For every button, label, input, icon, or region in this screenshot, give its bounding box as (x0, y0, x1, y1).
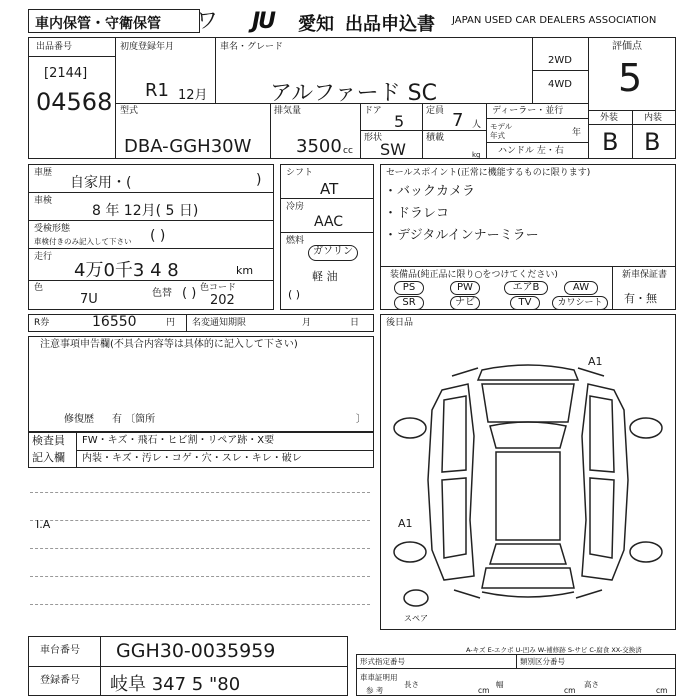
name-label: 車名・グレード (220, 42, 284, 52)
equip-ps[interactable]: PS (394, 281, 424, 295)
inspector-label: 検査員 (32, 434, 65, 447)
exterior-label: 外装 (600, 113, 619, 123)
interior-score: B (644, 128, 661, 156)
ju-logo (252, 9, 296, 33)
new-guarantee-label: 新車保証書 (622, 270, 668, 280)
sales-point-1: ・バックカメラ (384, 184, 476, 199)
plate-value: 岐阜 347 5 "80 (110, 674, 241, 695)
dealer-label: ディーラー・並行 (492, 106, 564, 116)
length-label: 長さ (404, 680, 419, 689)
history-close: ) (256, 172, 262, 188)
org-english: JAPAN USED CAR DEALERS ASSOCIATION (452, 15, 657, 26)
mileage-unit: km (236, 264, 254, 277)
recycle-sub: 車検付きのみ記入して下さい (34, 237, 132, 246)
name-change-day: 日 (350, 318, 360, 328)
equip-aw[interactable]: AW (564, 281, 598, 295)
reg-month: 12月 (178, 88, 208, 103)
model-label: 型式 (120, 106, 139, 116)
vin-label: 車台番号 (40, 645, 80, 656)
vin-value: GGH30-0035959 (116, 640, 276, 662)
score-label: 評価点 (612, 41, 642, 52)
plate-label: 登録番号 (40, 675, 80, 686)
shaken-label: 車検 (34, 196, 53, 206)
fuel-other-paren: ( ) (288, 288, 301, 301)
sales-label: セールスポイント(正常に機能するものに限ります) (386, 168, 591, 178)
exterior-score: B (602, 128, 619, 156)
fuel-gasoline[interactable]: ガソリン (308, 245, 358, 261)
r-value: 16550 (92, 314, 137, 330)
fuel-label: 燃料 (286, 236, 305, 246)
ju-logo-text: JU (252, 9, 275, 34)
lot-number: 04568 (36, 88, 113, 116)
model-year-unit: 年 (572, 128, 582, 138)
repair-label: 修復歴 (64, 414, 94, 425)
fw-row: FW・キズ・飛石・ヒビ割・リペア跡・X要 (82, 435, 275, 446)
class-label: 類別区分番号 (520, 657, 565, 666)
shape-label: 形状 (364, 133, 383, 143)
spare-label: スペア (404, 614, 428, 623)
notes-title: 注意事項申告欄(不具合内容等は具体的に記入して下さい) (40, 339, 298, 350)
name-change-month: 月 (302, 318, 312, 328)
width-unit: cm (564, 686, 576, 695)
color-code-label: 色コード (200, 283, 237, 293)
after-label: 後日品 (386, 318, 414, 328)
ac-label: 冷房 (286, 202, 305, 212)
mileage-label: 走行 (34, 252, 53, 262)
name-change-label: 名変通知期限 (192, 318, 247, 328)
equip-label: 装備品(純正品に限り○をつけてください) (390, 270, 558, 280)
mileage-value: 4万0千3 4 8 (74, 260, 179, 281)
cc-label: 排気量 (274, 106, 302, 116)
org-name: 愛知 (298, 14, 334, 35)
door-value: 5 (394, 112, 405, 131)
record-label: 記入欄 (32, 451, 65, 464)
storage-badge (28, 9, 200, 33)
new-guarantee-value[interactable]: 有・無 (624, 292, 657, 305)
r-unit: 円 (166, 318, 176, 328)
history-value: 自家用・( (70, 175, 132, 191)
interior-label: 内装 (644, 113, 663, 123)
model-year-label: モデル年式 (490, 122, 513, 140)
form-label: 形式指定番号 (360, 657, 405, 666)
lot-label: 出品番号 (36, 42, 73, 52)
color-value: 7U (80, 292, 98, 307)
ac-value: AAC (314, 214, 344, 230)
car-diagram (382, 340, 674, 624)
equip-sr[interactable]: SR (394, 296, 424, 310)
score-value: 5 (618, 56, 643, 100)
shift-value: AT (320, 180, 339, 198)
equip-airbag[interactable]: エアB (504, 281, 548, 295)
diagram-mark-top: A1 (588, 355, 603, 368)
color-code-value: 202 (210, 293, 235, 308)
cap-unit: 人 (472, 120, 482, 130)
shaken-value: 8 年 12月( 5 日) (92, 203, 199, 219)
model-value: DBA-GGH30W (124, 136, 252, 157)
cc-value: 3500 (296, 136, 342, 157)
storage-mark: ワ (196, 9, 219, 34)
cc-unit: cc (343, 146, 353, 156)
drive-4wd: 4WD (548, 79, 572, 90)
car-name: アルファード SC (270, 81, 437, 106)
equip-tv[interactable]: TV (510, 296, 540, 310)
lot-sub: [2144] (44, 66, 88, 81)
inspector-marks: I.A (36, 518, 51, 531)
reg-year-label: 初度登録年月 (120, 42, 175, 52)
length-unit: cm (478, 686, 490, 695)
height-label: 高さ (584, 680, 599, 689)
drive-2wd: 2WD (548, 55, 572, 66)
doc-title: 出品申込書 (345, 14, 435, 35)
width-label: 幅 (496, 680, 504, 689)
height-unit: cm (656, 686, 668, 695)
repair-close: 〕 (356, 414, 366, 425)
damage-legend: A-キズ E-エクボ U-凹み W-補修跡 S-サビ C-腐食 XX-交換済 (466, 646, 642, 654)
color-change-paren: ( ) (182, 286, 197, 301)
cert-label: 車車証明用 (360, 673, 398, 682)
ref-label: 参 考 (366, 686, 384, 695)
reg-year: R1 (145, 80, 169, 101)
storage-badge-text: 車内保管・守衛保管 (35, 16, 161, 32)
fuel-diesel[interactable]: 軽 油 (312, 270, 338, 283)
int-row: 内装・キズ・汚レ・コゲ・穴・スレ・キレ・破レ (82, 453, 302, 464)
shape-value: SW (380, 140, 406, 159)
sales-point-2: ・ドラレコ (384, 206, 450, 221)
equip-pw[interactable]: PW (450, 281, 480, 295)
repair-value: 有 〔箇所 (112, 414, 156, 425)
door-label: ドア (364, 106, 382, 116)
r-label: R券 (34, 318, 50, 328)
diagram-mark-side: A1 (398, 517, 413, 530)
handle-label: ハンドル 左・右 (498, 146, 564, 156)
sales-point-3: ・デジタルインナーミラー (384, 228, 539, 243)
history-label: 車歴 (34, 168, 53, 178)
equip-navi[interactable]: ナビ (450, 296, 480, 310)
recycle-label: 受検形態 (34, 224, 71, 234)
color-label: 色 (34, 283, 44, 293)
cap-label: 定員 (426, 106, 445, 116)
load-unit: kg (472, 151, 481, 159)
color-change-label: 色替 (152, 288, 172, 299)
cap-value: 7 (452, 110, 464, 131)
equip-leather[interactable]: カワシート (552, 296, 608, 310)
load-label: 積載 (426, 133, 445, 143)
recycle-paren: ( ) (150, 228, 166, 244)
shift-label: シフト (286, 168, 314, 178)
